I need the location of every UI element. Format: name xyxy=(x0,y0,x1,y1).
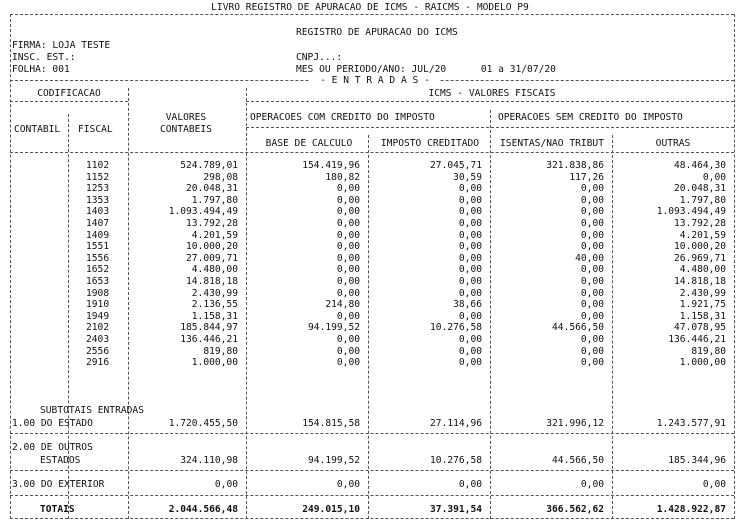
subtotal-imposto-creditado: 0,00 xyxy=(458,479,482,490)
cell-imposto-creditado: 0,00 xyxy=(458,311,482,322)
cell-outras: 26.969,71 xyxy=(674,253,726,264)
cell-valores-contabeis: 10.000,20 xyxy=(186,241,238,252)
header-com-credito: OPERACOES COM CREDITO DO IMPOSTO xyxy=(250,112,435,123)
cell-valores-contabeis: 1.000,00 xyxy=(191,357,238,368)
cell-outras: 1.158,31 xyxy=(679,311,726,322)
cfop-code: 2916 xyxy=(86,357,110,368)
cnpj-label: CNPJ...: xyxy=(296,52,343,63)
cell-base-calculo: 94.199,52 xyxy=(308,322,360,333)
subtotal-outras: 0,00 xyxy=(702,479,726,490)
cell-imposto-creditado: 38,66 xyxy=(453,299,482,310)
subtotal-base-calculo: 154.815,58 xyxy=(302,418,360,429)
subtotal-outras: 1.243.577,91 xyxy=(656,418,726,429)
cell-imposto-creditado: 0,00 xyxy=(458,264,482,275)
col-sep-valores xyxy=(246,88,247,519)
cell-base-calculo: 0,00 xyxy=(336,346,360,357)
subtotal-base-calculo: 94.199,52 xyxy=(308,455,360,466)
subtotal-outros-label: ESTADOS xyxy=(40,455,81,466)
subtotal-valores-contabeis: 324.110,98 xyxy=(180,455,238,466)
cell-imposto-creditado: 0,00 xyxy=(458,334,482,345)
cell-valores-contabeis: 4.201,59 xyxy=(191,230,238,241)
totais-label: TOTAIS xyxy=(40,504,75,515)
cell-valores-contabeis: 13.792,28 xyxy=(186,218,238,229)
cell-outras: 1.093.494,49 xyxy=(656,206,726,217)
insc-est-label: INSC. EST.: xyxy=(12,52,76,63)
cell-base-calculo: 0,00 xyxy=(336,218,360,229)
rule-sub-estado xyxy=(10,433,734,434)
cell-outras: 4.480,00 xyxy=(679,264,726,275)
cell-valores-contabeis: 819,80 xyxy=(203,346,238,357)
subtotal-imposto-creditado: 27.114,96 xyxy=(430,418,482,429)
cell-outras: 47.078,95 xyxy=(674,322,726,333)
cell-isentas: 0,00 xyxy=(580,357,604,368)
cell-outras: 1.000,00 xyxy=(679,357,726,368)
cell-imposto-creditado: 0,00 xyxy=(458,183,482,194)
cell-outras: 2.430,99 xyxy=(679,288,726,299)
cfop-code: 1353 xyxy=(86,195,110,206)
cell-base-calculo: 214,80 xyxy=(325,299,360,310)
cell-isentas: 0,00 xyxy=(580,206,604,217)
cell-base-calculo: 180,82 xyxy=(325,172,360,183)
subtotal-isentas: 366.562,62 xyxy=(546,504,604,515)
subtotal-outras: 1.428.922,87 xyxy=(656,504,726,515)
header-sem-credito: OPERACOES SEM CREDITO DO IMPOSTO xyxy=(498,112,683,123)
cell-imposto-creditado: 27.045,71 xyxy=(430,160,482,171)
cell-isentas: 0,00 xyxy=(580,334,604,345)
subtitle: REGISTRO DE APURACAO DO ICMS xyxy=(296,27,458,38)
cfop-code: 1910 xyxy=(86,299,110,310)
cell-imposto-creditado: 0,00 xyxy=(458,218,482,229)
cell-valores-contabeis: 2.136,55 xyxy=(191,299,238,310)
subtotal-valores-contabeis: 1.720.455,50 xyxy=(168,418,238,429)
subtotal-isentas: 44.566,50 xyxy=(552,455,604,466)
cell-outras: 0,00 xyxy=(702,172,726,183)
subtotal-outras: 185.344,96 xyxy=(668,455,726,466)
cell-outras: 20.048,31 xyxy=(674,183,726,194)
cell-isentas: 0,00 xyxy=(580,218,604,229)
cell-isentas: 0,00 xyxy=(580,311,604,322)
cell-isentas: 321.838,86 xyxy=(546,160,604,171)
cfop-code: 1556 xyxy=(86,253,110,264)
cell-valores-contabeis: 185.844,97 xyxy=(180,322,238,333)
subtotal-exterior-label: 3.00 DO EXTERIOR xyxy=(12,479,105,490)
cell-isentas: 40,00 xyxy=(575,253,604,264)
cell-outras: 48.464,30 xyxy=(674,160,726,171)
cell-base-calculo: 154.419,96 xyxy=(302,160,360,171)
col-sep-base xyxy=(368,135,369,519)
cfop-code: 1949 xyxy=(86,311,110,322)
cell-base-calculo: 0,00 xyxy=(336,230,360,241)
subtotal-estado-label: 1.00 DO ESTADO xyxy=(12,418,93,429)
cell-valores-contabeis: 1.093.494,49 xyxy=(168,206,238,217)
cell-isentas: 0,00 xyxy=(580,241,604,252)
cell-isentas: 0,00 xyxy=(580,288,604,299)
cell-imposto-creditado: 0,00 xyxy=(458,357,482,368)
col-sep-mid xyxy=(490,110,491,519)
frame-right xyxy=(734,14,735,519)
cell-base-calculo: 0,00 xyxy=(336,334,360,345)
cfop-code: 2403 xyxy=(86,334,110,345)
cell-valores-contabeis: 14.818,18 xyxy=(186,276,238,287)
subtotal-base-calculo: 249.015,10 xyxy=(302,504,360,515)
cell-imposto-creditado: 0,00 xyxy=(458,241,482,252)
cell-outras: 819,80 xyxy=(691,346,726,357)
subtotal-imposto-creditado: 10.276,58 xyxy=(430,455,482,466)
cfop-code: 1908 xyxy=(86,288,110,299)
entradas-label: - E N T R A D A S - xyxy=(310,75,440,86)
header-outras: OUTRAS xyxy=(655,138,691,149)
cell-isentas: 0,00 xyxy=(580,276,604,287)
header-fiscal: FISCAL xyxy=(78,124,113,135)
cell-isentas: 0,00 xyxy=(580,195,604,206)
cell-base-calculo: 0,00 xyxy=(336,288,360,299)
rule-head-3 xyxy=(10,152,734,153)
cfop-code: 1403 xyxy=(86,206,110,217)
subtotal-isentas: 321.996,12 xyxy=(546,418,604,429)
cfop-code: 1253 xyxy=(86,183,110,194)
cell-isentas: 0,00 xyxy=(580,183,604,194)
cell-base-calculo: 0,00 xyxy=(336,206,360,217)
cfop-code: 1409 xyxy=(86,230,110,241)
col-sep-isentas xyxy=(612,135,613,519)
cfop-code: 2102 xyxy=(86,322,110,333)
cell-valores-contabeis: 20.048,31 xyxy=(186,183,238,194)
top-rule xyxy=(10,14,734,15)
subtotais-label: SUBTOTAIS ENTRADAS xyxy=(40,405,144,416)
cell-imposto-creditado: 30,59 xyxy=(453,172,482,183)
cell-outras: 14.818,18 xyxy=(674,276,726,287)
cell-imposto-creditado: 0,00 xyxy=(458,288,482,299)
cell-imposto-creditado: 10.276,58 xyxy=(430,322,482,333)
cell-isentas: 0,00 xyxy=(580,299,604,310)
cell-imposto-creditado: 0,00 xyxy=(458,346,482,357)
header-base-calculo: BASE DE CALCULO xyxy=(265,138,353,149)
cfop-code: 1653 xyxy=(86,276,110,287)
firma-label: FIRMA: LOJA TESTE xyxy=(12,40,111,51)
header-imposto-creditado: IMPOSTO CREDITADO xyxy=(380,138,480,149)
header-codificacao: CODIFICACAO xyxy=(37,88,101,99)
col-sep-fiscal xyxy=(128,88,129,519)
cell-imposto-creditado: 0,00 xyxy=(458,276,482,287)
cell-valores-contabeis: 2.430,99 xyxy=(191,288,238,299)
cell-base-calculo: 0,00 xyxy=(336,195,360,206)
cell-base-calculo: 0,00 xyxy=(336,241,360,252)
cell-isentas: 44.566,50 xyxy=(552,322,604,333)
cell-valores-contabeis: 298,08 xyxy=(203,172,238,183)
cfop-code: 2556 xyxy=(86,346,110,357)
report-title: LIVRO REGISTRO DE APURACAO DE ICMS - RAICMS - MODELO P9 xyxy=(211,2,529,13)
cfop-code: 1152 xyxy=(86,172,110,183)
subtotal-isentas: 0,00 xyxy=(580,479,604,490)
cell-outras: 136.446,21 xyxy=(668,334,726,345)
header-contabeis: CONTABEIS xyxy=(160,124,212,135)
subtotal-valores-contabeis: 0,00 xyxy=(214,479,238,490)
subtotal-base-calculo: 0,00 xyxy=(336,479,360,490)
cell-outras: 13.792,28 xyxy=(674,218,726,229)
cell-outras: 1.921,75 xyxy=(679,299,726,310)
rule-head-1b xyxy=(246,101,734,102)
frame-left xyxy=(10,14,11,519)
subtotal-outros-l1: 2.00 DE OUTROS xyxy=(12,442,93,453)
cell-valores-contabeis: 1.158,31 xyxy=(191,311,238,322)
header-valores: VALORES xyxy=(165,112,207,123)
subtotal-valores-contabeis: 2.044.566,48 xyxy=(168,504,238,515)
cell-valores-contabeis: 524.789,01 xyxy=(180,160,238,171)
cell-imposto-creditado: 0,00 xyxy=(458,206,482,217)
cfop-code: 1551 xyxy=(86,241,110,252)
cell-imposto-creditado: 0,00 xyxy=(458,195,482,206)
header-contabil: CONTABIL xyxy=(14,124,61,135)
cell-imposto-creditado: 0,00 xyxy=(458,230,482,241)
periodo-label: MES OU PERIODO/ANO: JUL/20 01 a 31/07/20 xyxy=(296,64,556,75)
cell-base-calculo: 0,00 xyxy=(336,357,360,368)
cell-isentas: 117,26 xyxy=(569,172,604,183)
bottom-rule xyxy=(10,518,734,519)
cfop-code: 1652 xyxy=(86,264,110,275)
cell-outras: 4.201,59 xyxy=(679,230,726,241)
cell-valores-contabeis: 4.480,00 xyxy=(191,264,238,275)
cell-valores-contabeis: 27.009,71 xyxy=(186,253,238,264)
cell-outras: 1.797,80 xyxy=(679,195,726,206)
cell-base-calculo: 0,00 xyxy=(336,264,360,275)
cell-valores-contabeis: 136.446,21 xyxy=(180,334,238,345)
rule-sub-outros xyxy=(10,470,734,471)
folha-label: FOLHA: 001 xyxy=(12,64,70,75)
rule-sub-exterior xyxy=(10,495,734,496)
cell-base-calculo: 0,00 xyxy=(336,253,360,264)
rule-head-1 xyxy=(10,101,128,102)
cell-outras: 10.000,20 xyxy=(674,241,726,252)
cell-base-calculo: 0,00 xyxy=(336,311,360,322)
cell-isentas: 0,00 xyxy=(580,230,604,241)
cell-base-calculo: 0,00 xyxy=(336,183,360,194)
header-isentas: ISENTAS/NAO TRIBUT xyxy=(500,138,604,149)
cell-isentas: 0,00 xyxy=(580,346,604,357)
cell-base-calculo: 0,00 xyxy=(336,276,360,287)
cfop-code: 1102 xyxy=(86,160,110,171)
cell-imposto-creditado: 0,00 xyxy=(458,253,482,264)
cell-valores-contabeis: 1.797,80 xyxy=(191,195,238,206)
subtotal-imposto-creditado: 37.391,54 xyxy=(430,504,482,515)
cfop-code: 1407 xyxy=(86,218,110,229)
header-icms-valores: ICMS - VALORES FISCAIS xyxy=(428,88,556,99)
cell-isentas: 0,00 xyxy=(580,264,604,275)
